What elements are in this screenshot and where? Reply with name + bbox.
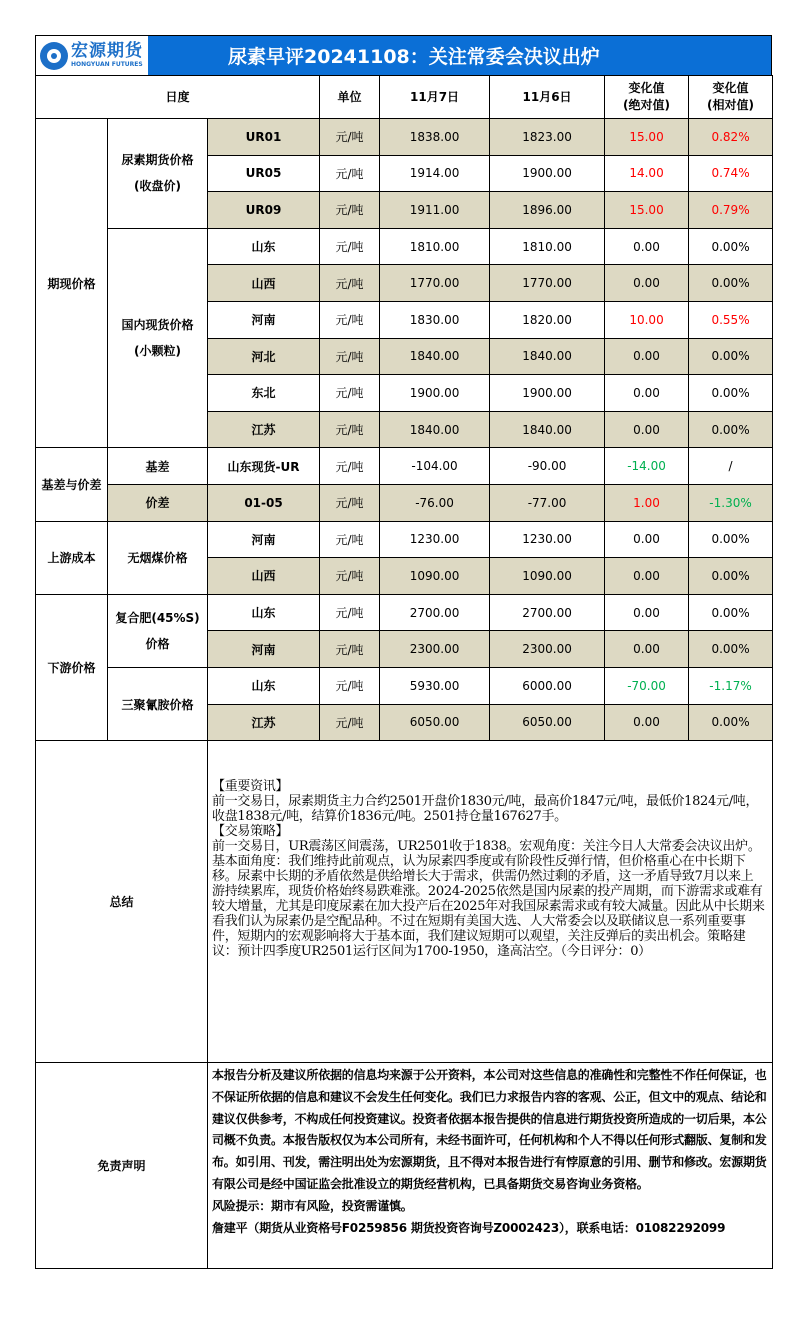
row-day1: 1840.00 <box>380 411 490 448</box>
group-basis-spread: 基差与价差 <box>36 448 108 521</box>
row-day2: 1896.00 <box>490 192 605 229</box>
row-unit: 元/吨 <box>320 667 380 704</box>
subgroup-melamine: 三聚氰胺价格 <box>108 667 208 740</box>
row-rel: 0.00% <box>689 521 773 558</box>
row-rel: 0.55% <box>689 301 773 338</box>
subgroup-anthracite: 无烟煤价格 <box>108 521 208 594</box>
summary-label: 总结 <box>36 741 208 1063</box>
subgroup-basis: 基差 <box>108 448 208 485</box>
row-unit: 元/吨 <box>320 228 380 265</box>
row-unit: 元/吨 <box>320 594 380 631</box>
subgroup-spot-price: 国内现货价格 (小颗粒) <box>108 228 208 448</box>
row-unit: 元/吨 <box>320 375 380 412</box>
table-row <box>36 448 773 485</box>
group-upstream: 上游成本 <box>36 521 108 594</box>
row-day1: 2300.00 <box>380 631 490 668</box>
row-rel: 0.00% <box>689 558 773 595</box>
group-spot-futures: 期现价格 <box>36 119 108 448</box>
row-item: 山西 <box>208 265 320 302</box>
row-day1: 1838.00 <box>380 119 490 156</box>
row-abs: 15.00 <box>605 192 689 229</box>
row-item: 东北 <box>208 375 320 412</box>
header-unit: 单位 <box>320 76 380 119</box>
row-day1: -104.00 <box>380 448 490 485</box>
row-rel: 0.00% <box>689 704 773 741</box>
row-rel: 0.82% <box>689 119 773 156</box>
row-day1: 1830.00 <box>380 301 490 338</box>
subgroup-compound: 复合肥(45%S) 价格 <box>108 594 208 667</box>
row-abs: 0.00 <box>605 411 689 448</box>
logo-en-text: HONGYUAN FUTURES <box>71 61 143 68</box>
row-day1: 1900.00 <box>380 375 490 412</box>
header-day2: 11月6日 <box>490 76 605 119</box>
price-table <box>35 75 773 1269</box>
row-abs: 15.00 <box>605 119 689 156</box>
row-unit: 元/吨 <box>320 301 380 338</box>
row-rel: 0.00% <box>689 594 773 631</box>
risk-warning: 风险提示：期市有风险，投资需谨慎。 <box>212 1198 413 1213</box>
row-item: 河南 <box>208 301 320 338</box>
row-unit: 元/吨 <box>320 155 380 192</box>
disclaimer-row <box>36 1063 773 1269</box>
row-day1: 1230.00 <box>380 521 490 558</box>
row-rel: -1.30% <box>689 484 773 521</box>
company-logo <box>36 36 148 75</box>
row-item: 江苏 <box>208 704 320 741</box>
row-item: UR09 <box>208 192 320 229</box>
row-unit: 元/吨 <box>320 558 380 595</box>
logo-icon <box>40 42 68 70</box>
row-day2: 6000.00 <box>490 667 605 704</box>
row-day1: 1914.00 <box>380 155 490 192</box>
report-page <box>35 35 772 1269</box>
header-dimension: 日度 <box>36 76 320 119</box>
table-header-row <box>36 76 773 119</box>
header-day1: 11月7日 <box>380 76 490 119</box>
row-unit: 元/吨 <box>320 411 380 448</box>
row-day2: 1840.00 <box>490 338 605 375</box>
strategy-body: 前一交易日，UR震荡区间震荡，UR2501收于1838。宏观角度：关注今日人大常委会决议出炉。基本面角度：我们维持此前观点，认为尿素四季度或有阶段性反弹行情，但价格重心在中长期下移。尿素中长期的矛盾依然是供给增长大于需求，供需仍然过剩的矛盾，这一矛盾导致7月以来上游持续累库，现货价格始终易跌难涨。2024-2025依然是国内尿素的投产周期，而下游需求或难有较大增量，尤其是印度尿素在加大投产后在2025年对我国尿素需求或有较大减量。因此从中长期来看我们认为尿素仍是空配品种。不过在短期有美国大选、人大常委会以及联储议息一系列重要事件，短期内的宏观影响将大于基本面，我们建议短期可以观望，关注反弹后的卖出机会。策略建议：预计四季度UR2501运行区间为1700-1950，逢高沽空。（今日评分：0） <box>212 839 765 960</box>
row-item: 山东 <box>208 667 320 704</box>
row-item: 山东 <box>208 228 320 265</box>
row-abs: 0.00 <box>605 521 689 558</box>
group-downstream: 下游价格 <box>36 594 108 740</box>
row-day2: 6050.00 <box>490 704 605 741</box>
row-rel: 0.74% <box>689 155 773 192</box>
table-row <box>36 484 773 521</box>
row-rel: 0.00% <box>689 411 773 448</box>
subgroup-futures-price: 尿素期货价格 (收盘价) <box>108 119 208 229</box>
row-abs: -70.00 <box>605 667 689 704</box>
row-rel: 0.00% <box>689 228 773 265</box>
row-day1: 6050.00 <box>380 704 490 741</box>
row-abs: 0.00 <box>605 228 689 265</box>
row-day2: 1823.00 <box>490 119 605 156</box>
header-rel-change: 变化值 (相对值) <box>689 76 773 119</box>
row-abs: 10.00 <box>605 301 689 338</box>
table-row <box>36 667 773 704</box>
row-rel: / <box>689 448 773 485</box>
row-day1: 1840.00 <box>380 338 490 375</box>
row-abs: 1.00 <box>605 484 689 521</box>
row-abs: 0.00 <box>605 338 689 375</box>
row-rel: 0.00% <box>689 338 773 375</box>
row-day2: 1230.00 <box>490 521 605 558</box>
row-item: 江苏 <box>208 411 320 448</box>
summary-text <box>208 741 773 1063</box>
table-row <box>36 228 773 265</box>
row-day2: 1810.00 <box>490 228 605 265</box>
summary-row <box>36 741 773 1063</box>
row-rel: 0.00% <box>689 375 773 412</box>
row-day2: 2700.00 <box>490 594 605 631</box>
row-day1: 1090.00 <box>380 558 490 595</box>
row-day1: 2700.00 <box>380 594 490 631</box>
news-body: 前一交易日，尿素期货主力合约2501开盘价1830元/吨，最高价1847元/吨，最低价1824元/吨，收盘1838元/吨，结算价1836元/吨。2501持仓量167627手。 <box>212 794 759 825</box>
row-abs: 0.00 <box>605 631 689 668</box>
row-day2: 1770.00 <box>490 265 605 302</box>
row-unit: 元/吨 <box>320 484 380 521</box>
row-unit: 元/吨 <box>320 631 380 668</box>
row-day1: 5930.00 <box>380 667 490 704</box>
news-heading: 【重要资讯】 <box>212 779 289 795</box>
table-row <box>36 119 773 156</box>
row-day1: 1770.00 <box>380 265 490 302</box>
row-rel: 0.00% <box>689 631 773 668</box>
row-unit: 元/吨 <box>320 521 380 558</box>
row-abs: 0.00 <box>605 265 689 302</box>
row-day2: 2300.00 <box>490 631 605 668</box>
row-unit: 元/吨 <box>320 265 380 302</box>
table-row <box>36 594 773 631</box>
row-abs: -14.00 <box>605 448 689 485</box>
row-item: 山西 <box>208 558 320 595</box>
row-unit: 元/吨 <box>320 119 380 156</box>
row-unit: 元/吨 <box>320 338 380 375</box>
disclaimer-text <box>208 1063 773 1269</box>
report-header <box>35 35 772 75</box>
disclaimer-label: 免责声明 <box>36 1063 208 1269</box>
row-abs: 0.00 <box>605 704 689 741</box>
row-day2: -77.00 <box>490 484 605 521</box>
row-abs: 14.00 <box>605 155 689 192</box>
row-day1: 1911.00 <box>380 192 490 229</box>
row-day2: 1900.00 <box>490 375 605 412</box>
row-abs: 0.00 <box>605 594 689 631</box>
table-row <box>36 521 773 558</box>
row-day2: 1840.00 <box>490 411 605 448</box>
row-item: 河北 <box>208 338 320 375</box>
row-item: 山东现货-UR <box>208 448 320 485</box>
report-title: 尿素早评20241108：关注常委会决议出炉 <box>148 36 771 75</box>
row-day1: 1810.00 <box>380 228 490 265</box>
row-day2: 1820.00 <box>490 301 605 338</box>
subgroup-spread: 价差 <box>108 484 208 521</box>
row-unit: 元/吨 <box>320 192 380 229</box>
row-day1: -76.00 <box>380 484 490 521</box>
row-item: UR05 <box>208 155 320 192</box>
row-unit: 元/吨 <box>320 704 380 741</box>
row-item: 山东 <box>208 594 320 631</box>
disclaimer-body: 本报告分析及建议所依据的信息均来源于公开资料，本公司对这些信息的准确性和完整性不作任何保证，也不保证所依据的信息和建议不会发生任何变化。我们已力求报告内容的客观、公正，但文中的观点、结论和建议仅供参考，不构成任何投资建议。投资者依据本报告提供的信息进行期货投资所造成的一切后果，本公司概不负责。本报告版权仅为本公司所有，未经书面许可，任何机构和个人不得以任何形式翻版、复制和发布。如引用、刊发，需注明出处为宏源期货，且不得对本报告进行有悖原意的引用、删节和修改。宏源期货有限公司是经中国证监会批准设立的期货经营机构，已具备期货交易咨询业务资格。 <box>212 1068 767 1192</box>
row-item: UR01 <box>208 119 320 156</box>
row-item: 01-05 <box>208 484 320 521</box>
row-day2: 1900.00 <box>490 155 605 192</box>
row-item: 河南 <box>208 631 320 668</box>
row-abs: 0.00 <box>605 558 689 595</box>
logo-cn-text: 宏源期货 <box>71 41 143 61</box>
row-rel: -1.17% <box>689 667 773 704</box>
row-abs: 0.00 <box>605 375 689 412</box>
row-day2: 1090.00 <box>490 558 605 595</box>
row-rel: 0.00% <box>689 265 773 302</box>
row-day2: -90.00 <box>490 448 605 485</box>
row-rel: 0.79% <box>689 192 773 229</box>
analyst-info: 詹建平（期货从业资格号F0259856 期货投资咨询号Z0002423），联系电话：01082292099 <box>212 1220 726 1235</box>
strategy-heading: 【交易策略】 <box>212 824 289 840</box>
row-item: 河南 <box>208 521 320 558</box>
header-abs-change: 变化值 (绝对值) <box>605 76 689 119</box>
row-unit: 元/吨 <box>320 448 380 485</box>
